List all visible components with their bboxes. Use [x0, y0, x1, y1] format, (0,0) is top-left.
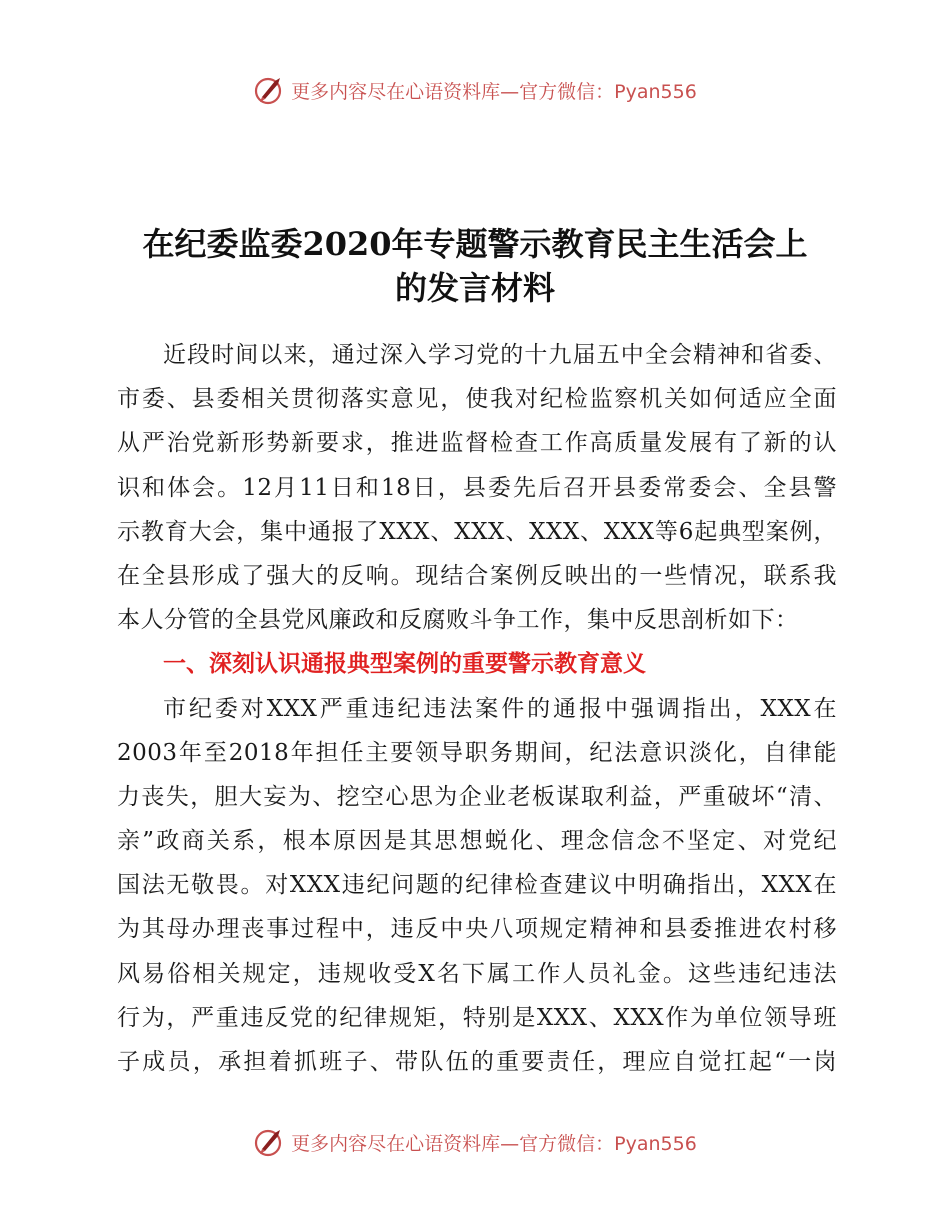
header-watermark — [0, 70, 950, 110]
text-line: 近段时间以来，通过深入学习党的十九届五中全会精神和省委、 — [163, 342, 837, 368]
text-line: 识和体会。12月11日和18日，县委先后召开县委常委会、全县警 — [117, 474, 837, 501]
text-line: 力丧失，胆大妄为、挖空心思为企业老板谋取利益，严重破坏“清、 — [117, 783, 837, 810]
text-line: 市委、县委相关贯彻落实意见，使我对纪检监察机关如何适应全面 — [117, 386, 837, 413]
document-body — [117, 333, 837, 1084]
header-watermark-text: 更多内容尽在心语资料库—官方微信：Pyan556 — [291, 80, 697, 103]
paragraph-section-1 — [117, 687, 837, 1085]
text-line: 本人分管的全县党风廉政和反腐败斗争工作，集中反思剖析如下： — [117, 607, 799, 634]
text-line: 在全县形成了强大的反响。现结合案例反映出的一些情况，联系我 — [117, 562, 837, 589]
text-line: 风易俗相关规定，违规收受X名下属工作人员礼金。这些违纪违法 — [117, 960, 837, 987]
quill-pen-icon — [253, 1125, 287, 1159]
title-line-1: 在纪委监委2020年专题警示教育民主生活会上 — [142, 225, 808, 263]
text-line: 示教育大会，集中通报了XXX、XXX、XXX、XXX等6起典型案例， — [117, 518, 837, 545]
footer-watermark-text: 更多内容尽在心语资料库—官方微信：Pyan556 — [291, 1132, 697, 1155]
text-line: 为其母办理丧事过程中，违反中央八项规定精神和县委推进农村移 — [117, 916, 837, 943]
text-line: 2003年至2018年担任主要领导职务期间，纪法意识淡化，自律能 — [117, 739, 837, 766]
text-line: 行为，严重违反党的纪律规矩，特别是XXX、XXX作为单位领导班 — [117, 1004, 837, 1031]
text-line: 从严治党新形势新要求，推进监督检查工作高质量发展有了新的认 — [117, 430, 837, 457]
document-title — [60, 222, 890, 310]
paragraph-intro — [117, 333, 837, 642]
quill-pen-icon — [253, 73, 287, 107]
text-line: 市纪委对XXX严重违纪违法案件的通报中强调指出，XXX在 — [163, 695, 837, 722]
footer-watermark — [0, 1122, 950, 1162]
text-line: 国法无敬畏。对XXX违纪问题的纪律检查建议中明确指出，XXX在 — [117, 872, 837, 899]
text-line: 子成员，承担着抓班子、带队伍的重要责任，理应自觉扛起“一岗 — [117, 1049, 837, 1075]
text-line: 亲”政商关系，根本原因是其思想蜕化、理念信念不坚定、对党纪 — [117, 828, 837, 855]
section-heading: 一、深刻认识通报典型案例的重要警示教育意义 — [163, 651, 646, 678]
title-line-2: 的发言材料 — [394, 269, 555, 307]
